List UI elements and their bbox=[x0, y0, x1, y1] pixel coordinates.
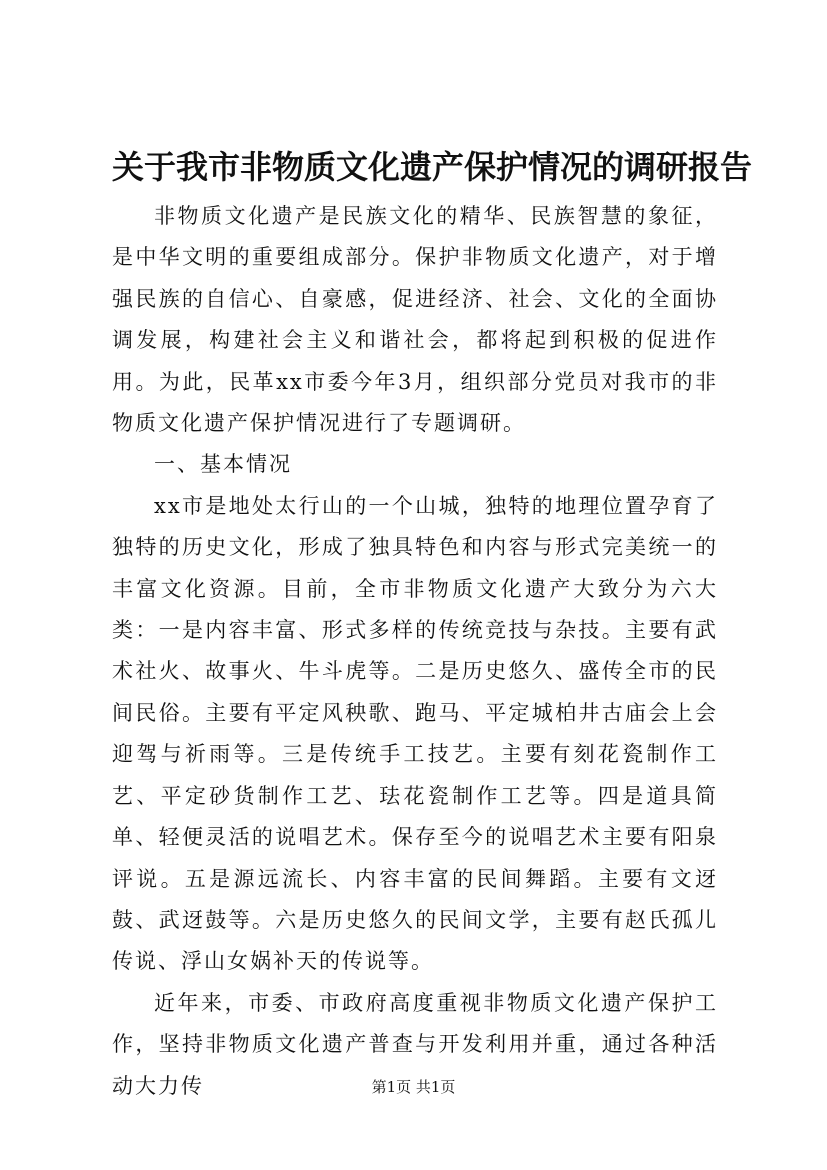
page-footer: 第1页 共1页 bbox=[371, 1078, 456, 1096]
paragraph-intro: 非物质文化遗产是民族文化的精华、民族智慧的象征，是中华文明的重要组成部分。保护非物质文化遗产，对于增强民族的自信心、自豪感，促进经济、社会、文化的全面协调发展，构建社会主义和谐社会，都将起到积极的促进作用。为此，民革xx市委今年3月，组织部分党员对我市的非物质文化遗产保护情况进行了专题调研。 bbox=[112, 204, 718, 436]
paragraph-basic-situation: xx市是地处太行山的一个山城，独特的地理位置孕育了独特的历史文化，形成了独具特色和内容与形式完美统一的丰富文化资源。目前，全市非物质文化遗产大致分为六大类：一是内容丰富、形式多样的传统竞技与杂技。主要有武术社火、故事火、牛斗虎等。二是历史悠久、盛传全市的民间民俗。主要有平定风秧歌、跑马、平定城柏井古庙会上会迎驾与祈雨等。三是传统手工技艺。主要有刻花瓷制作工艺、平定砂货制作工艺、珐花瓷制作工艺等。四是道具简单、轻便灵活的说唱艺术。保存至今的说唱艺术主要有阳泉评说。五是源远流长、内容丰富的民间舞蹈。主要有文迓鼓、武迓鼓等。六是历史悠久的民间文学，主要有赵氏孤儿传说、浮山女娲补天的传说等。 bbox=[112, 493, 718, 974]
document-body bbox=[112, 196, 718, 1107]
document-title: 关于我市非物质文化遗产保护情况的调研报告 bbox=[112, 148, 753, 186]
paragraph-recent-years: 近年来，市委、市政府高度重视非物质文化遗产保护工作，坚持非物质文化遗产普查与开发利用并重，通过各种活动大力传 bbox=[112, 990, 718, 1098]
section-heading-basic-situation: 一、基本情况 bbox=[154, 452, 292, 477]
